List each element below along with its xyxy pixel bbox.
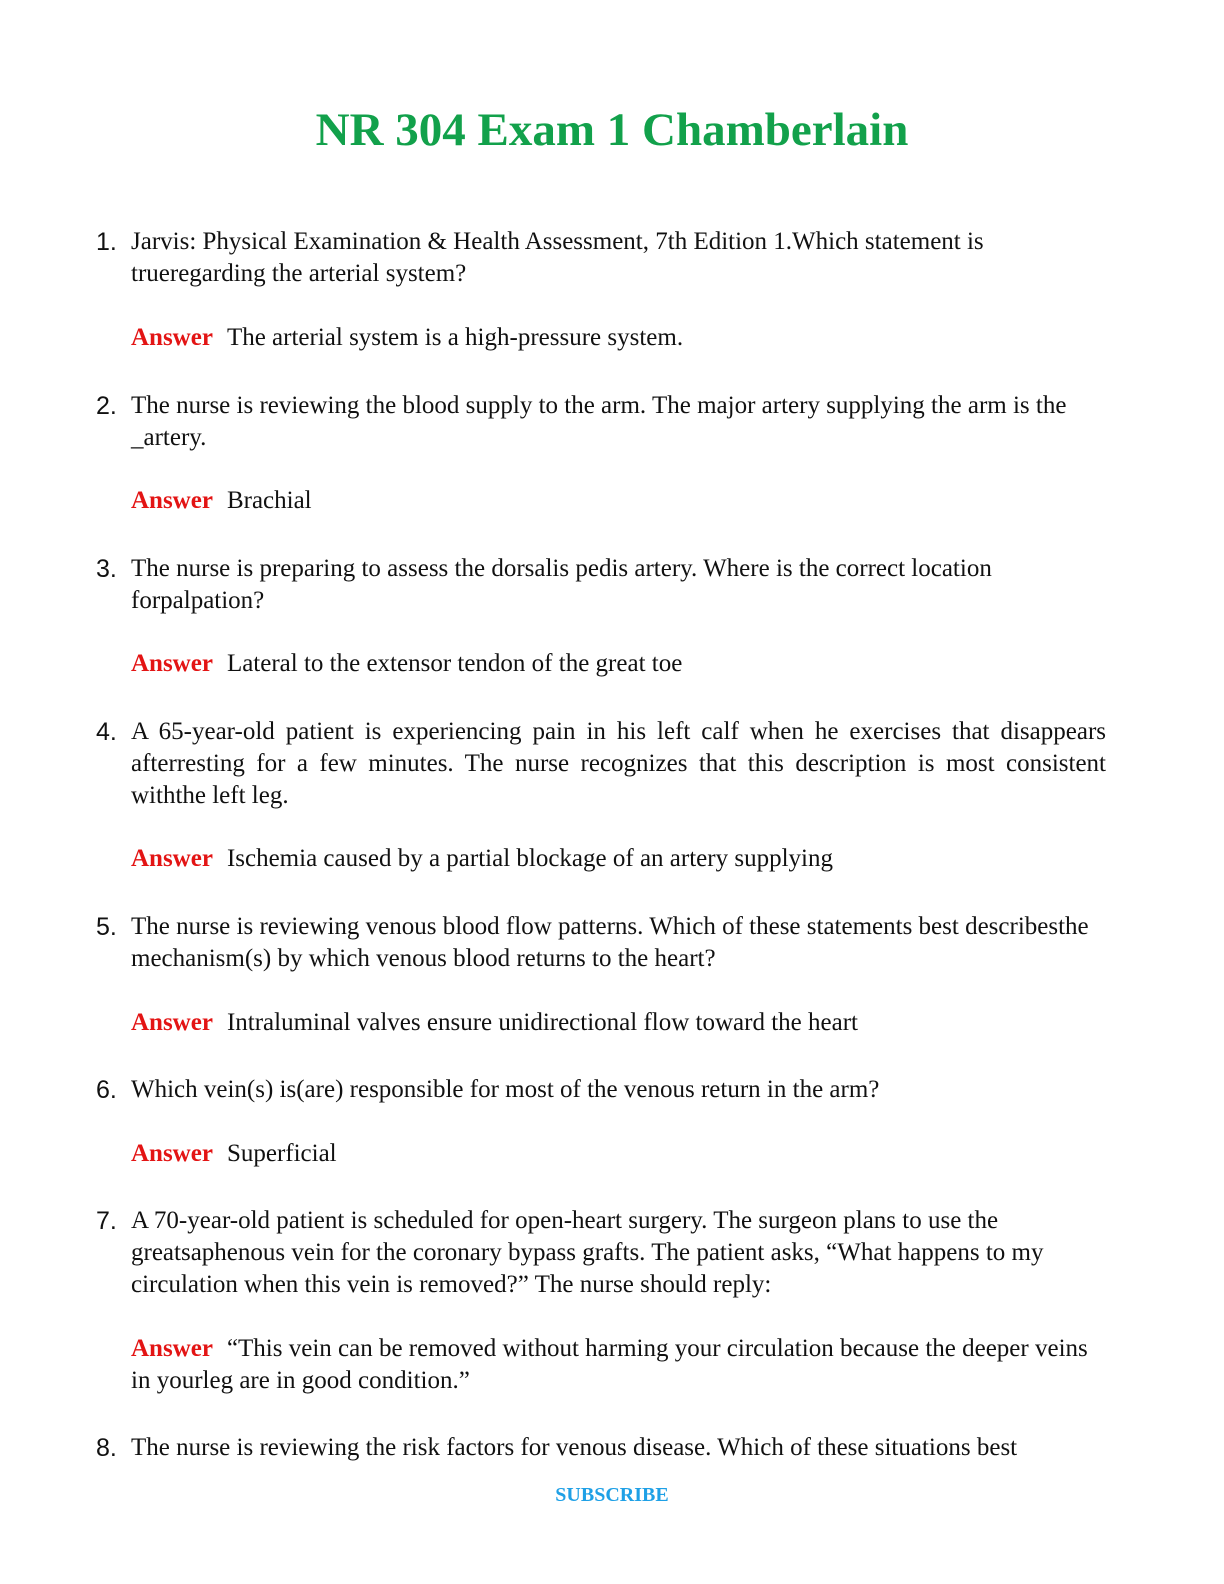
answer-text: “This vein can be removed without harming your circulation because the deeper veins in yourleg are in good condition.” xyxy=(131,1335,1088,1394)
question-text: The nurse is reviewing venous blood flow patterns. Which of these statements best describesthe mechanism(s) by which venous blood returns to the heart? xyxy=(131,913,1089,972)
answer-label: Answer xyxy=(131,487,213,514)
answer-row xyxy=(131,648,1111,680)
answer-row xyxy=(131,1138,1111,1170)
question-number: 7. xyxy=(96,1207,117,1235)
answer-row xyxy=(131,1007,1111,1039)
answer-row xyxy=(131,485,1111,517)
answer-label: Answer xyxy=(131,324,213,351)
question-number: 8. xyxy=(96,1434,117,1462)
question-item xyxy=(96,911,1106,975)
question-text: A 65-year-old patient is experiencing pain in his left calf when he exercises that disappears afterresting for a few minutes. The nurse recognizes that this description is most consistent withthe left leg. xyxy=(131,718,1106,809)
question-number: 1. xyxy=(96,228,117,256)
question-text: The nurse is reviewing the risk factors for venous disease. Which of these situations best xyxy=(131,1434,1018,1461)
question-text: Which vein(s) is(are) responsible for most of the venous return in the arm? xyxy=(131,1076,880,1103)
document-title: NR 304 Exam 1 Chamberlain xyxy=(315,104,909,156)
question-item xyxy=(96,1205,1106,1301)
question-number: 5. xyxy=(96,913,117,941)
answer-text: Ischemia caused by a partial blockage of an artery supplying xyxy=(226,845,833,872)
answer-label: Answer xyxy=(131,845,213,872)
answer-label: Answer xyxy=(131,1009,213,1036)
answer-label: Answer xyxy=(131,650,213,677)
question-item xyxy=(96,390,1106,454)
subscribe-link[interactable]: SUBSCRIBE xyxy=(555,1484,669,1506)
answer-row xyxy=(131,1333,1111,1397)
answer-row xyxy=(131,843,1111,875)
answer-text: Intraluminal valves ensure unidirectional flow toward the heart xyxy=(226,1009,858,1036)
question-item xyxy=(96,1432,1106,1464)
answer-text: Lateral to the extensor tendon of the great toe xyxy=(226,650,683,677)
question-item xyxy=(96,553,1106,617)
question-number: 6. xyxy=(96,1076,117,1104)
question-item xyxy=(96,716,1106,812)
answer-label: Answer xyxy=(131,1140,213,1167)
question-item xyxy=(96,226,1106,290)
answer-text: Superficial xyxy=(226,1140,337,1167)
question-item xyxy=(96,1074,1106,1106)
question-number: 3. xyxy=(96,555,117,583)
answer-text: Brachial xyxy=(226,487,312,514)
question-number: 4. xyxy=(96,718,117,746)
answer-row xyxy=(131,322,1111,354)
answer-text: The arterial system is a high-pressure system. xyxy=(226,324,684,351)
question-number: 2. xyxy=(96,392,117,420)
question-text: The nurse is reviewing the blood supply to the arm. The major artery supplying the arm is the _artery. xyxy=(131,392,1067,451)
question-text: Jarvis: Physical Examination & Health Assessment, 7th Edition 1.Which statement is trueregarding the arterial system? xyxy=(131,228,984,287)
question-text: The nurse is preparing to assess the dorsalis pedis artery. Where is the correct location forpalpation? xyxy=(131,555,992,614)
answer-label: Answer xyxy=(131,1335,213,1362)
question-text: A 70-year-old patient is scheduled for open-heart surgery. The surgeon plans to use the greatsaphenous vein for the coronary bypass grafts. The patient asks, “What happens to my circulation when this vein is removed?” The nurse should reply: xyxy=(131,1207,1044,1298)
